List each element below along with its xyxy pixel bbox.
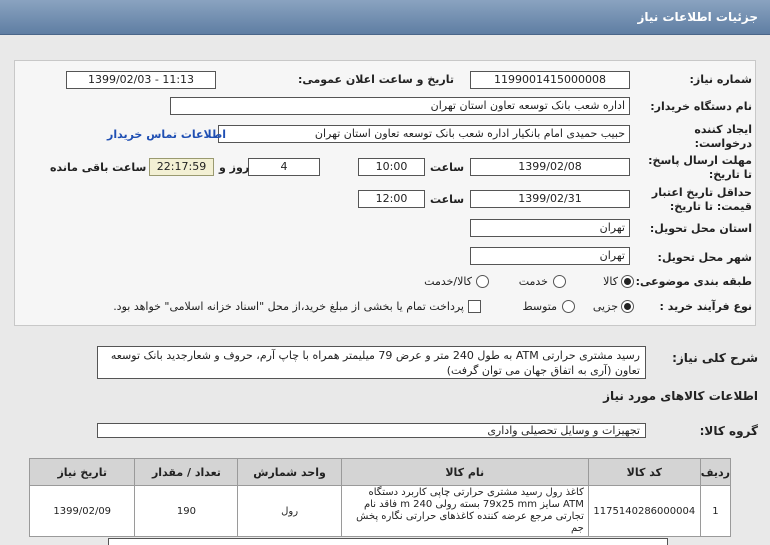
column-header-code: کد کالا — [588, 459, 700, 486]
need-number-field[interactable]: 1199001415000008 — [470, 71, 630, 89]
creator-label-line2: درخواست: — [694, 137, 752, 150]
category-option-goods: کالا — [603, 275, 618, 288]
description-field[interactable]: رسید مشتری حرارتی ATM به طول 240 متر و عرض 79 میلیمتر همراه با چاپ آرم، حروف و شعارجدید بانک توسعه تعاون (آری به اتفاق جهان می توان گرفت) — [97, 346, 646, 379]
validity-date-field[interactable]: 1399/02/31 — [470, 190, 630, 208]
reply-date-field[interactable]: 1399/02/08 — [470, 158, 630, 176]
goods-group-field[interactable]: تجهیزات و وسایل تحصیلی واداری — [97, 423, 646, 438]
table-row[interactable] — [30, 486, 731, 537]
treasury-bonds-checkbox[interactable] — [468, 300, 481, 313]
validity-time-field[interactable]: 12:00 — [358, 190, 425, 208]
creator-field[interactable]: حبیب حمیدی امام بانکیار اداره شعب بانک توسعه تعاون استان تهران — [218, 125, 630, 143]
announce-field[interactable]: 1399/02/03 - 11:13 — [66, 71, 216, 89]
city-field[interactable]: تهران — [470, 247, 630, 265]
cell-name: کاغذ رول رسید مشتری حرارتی چاپی کاربرد دستگاه ATM سایز 79x25 mm بسته رولی 240 m فاقد نام تجارتی مرجع عرضه کننده کاغذهای حرارتی نگاره پخش جم — [341, 486, 588, 537]
province-label: استان محل تحویل: — [649, 222, 752, 235]
page-title: جزئیات اطلاعات نیاز — [637, 10, 758, 24]
remaining-time-counter: 22:17:59 — [149, 158, 214, 176]
column-header-name: نام کالا — [341, 459, 588, 486]
goods-table — [29, 458, 731, 537]
reply-time-field[interactable]: 10:00 — [358, 158, 425, 176]
purchase-process-label: نوع فرآیند خرید : — [659, 300, 752, 313]
category-label: طبقه بندی موضوعی: — [635, 275, 752, 288]
buyer-field[interactable]: اداره شعب بانک توسعه تعاون استان تهران — [170, 97, 630, 115]
validity-time-label: ساعت — [430, 193, 465, 206]
purchase-option-minor: جزیی — [592, 300, 618, 313]
remaining-days-field[interactable]: 4 — [248, 158, 320, 176]
category-radio-goods-service[interactable] — [476, 275, 489, 288]
page-header — [0, 0, 770, 35]
column-header-row: ردیف — [700, 459, 730, 486]
cell-code: 1175140286000004 — [588, 486, 700, 537]
category-radio-service[interactable] — [553, 275, 566, 288]
treasury-payment-note: پرداخت تمام یا بخشی از مبلغ خرید،از محل "اسناد خزانه اسلامی" خواهد بود. — [113, 300, 464, 313]
buyer-contact-link[interactable]: اطلاعات تماس خریدار — [107, 128, 227, 141]
reply-deadline-label-line2: تا تاریخ: — [708, 168, 752, 181]
cell-need-date: 1399/02/09 — [30, 486, 135, 537]
cell-row: 1 — [700, 486, 730, 537]
buyer-label: نام دستگاه خریدار: — [650, 100, 752, 113]
validity-label-line1: حداقل تاریخ اعتبار — [651, 186, 752, 199]
province-field[interactable]: تهران — [470, 219, 630, 237]
column-header-quantity: تعداد / مقدار — [135, 459, 238, 486]
purchase-radio-minor[interactable] — [621, 300, 634, 313]
announce-label: تاریخ و ساعت اعلان عمومی: — [297, 73, 454, 86]
purchase-radio-medium[interactable] — [562, 300, 575, 313]
validity-label-line2: قیمت: تا تاریخ: — [669, 200, 752, 213]
cell-unit: رول — [238, 486, 341, 537]
description-label: شرح کلی نیاز: — [672, 351, 758, 365]
bottom-field[interactable] — [108, 538, 668, 545]
need-number-label: شماره نیاز: — [689, 73, 752, 86]
goods-section-title: اطلاعات کالاهای مورد نیاز — [603, 389, 758, 403]
goods-table-header — [30, 459, 731, 486]
column-header-need-date: تاریخ نیاز — [30, 459, 135, 486]
category-radio-goods[interactable] — [621, 275, 634, 288]
category-option-goods-service: کالا/خدمت — [424, 275, 472, 288]
city-label: شهر محل تحویل: — [657, 251, 752, 264]
remaining-time-label: ساعت باقی مانده — [50, 161, 147, 174]
days-label: روز و — [219, 161, 250, 174]
purchase-option-medium: متوسط — [522, 300, 557, 313]
creator-label-line1: ایجاد کننده — [694, 123, 752, 136]
reply-deadline-label-line1: مهلت ارسال پاسخ: — [648, 154, 752, 167]
cell-quantity: 190 — [135, 486, 238, 537]
category-option-service: خدمت — [518, 275, 548, 288]
column-header-unit: واحد شمارش — [238, 459, 341, 486]
reply-time-label: ساعت — [430, 161, 465, 174]
goods-group-label: گروه کالا: — [699, 424, 758, 438]
